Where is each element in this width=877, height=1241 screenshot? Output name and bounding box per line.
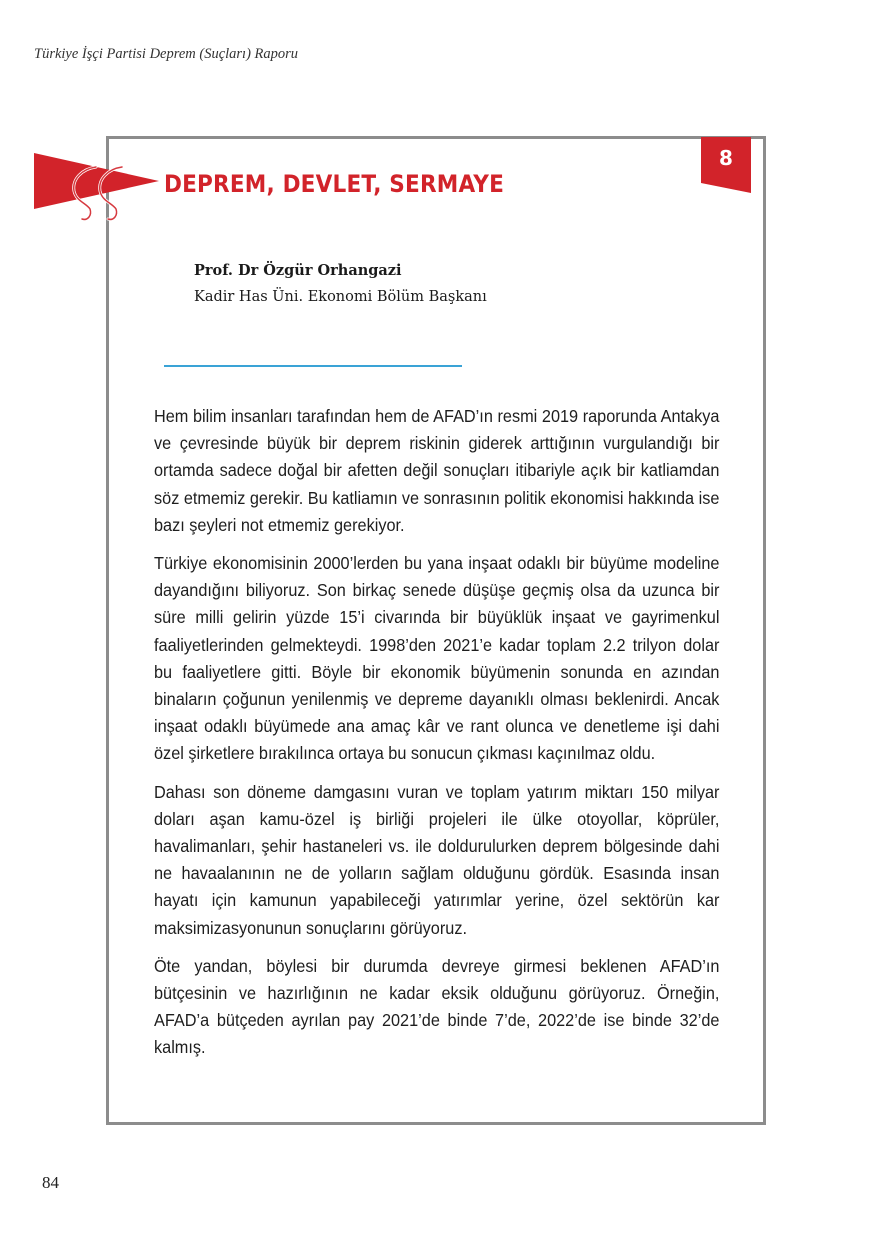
article-body bbox=[154, 403, 720, 1073]
author-block bbox=[194, 257, 487, 311]
author-affiliation: Kadir Has Üni. Ekonomi Bölüm Başkanı bbox=[194, 289, 487, 305]
author-name: Prof. Dr Özgür Orhangazi bbox=[194, 262, 402, 279]
chapter-title: DEPREM, DEVLET, SERMAYE bbox=[164, 170, 505, 198]
paragraph: Dahası son döneme damgasını vuran ve toplam yatırım miktarı 150 milyar doları aşan kamu-özel iş birliği projeleri ile ülke otoyollar, köprüler, havalimanları, şehir hastaneleri vs. ile doldurulurken deprem bölgesinde dahi ne havaalanının ne de yolların sağlam olduğunu gördük. Esasında insan hayatı için kamunun yapabileceği yatırımlar yerine, özel sektörün kar maksimizasyonunun sonuçlarını görüyoruz. bbox=[154, 781, 720, 938]
chapter-number: 8 bbox=[719, 146, 733, 170]
running-header: Türkiye İşçi Partisi Deprem (Suçları) Raporu bbox=[34, 46, 299, 62]
paragraph: Türkiye ekonomisinin 2000’lerden bu yana inşaat odaklı bir büyüme modeline dayandığını biliyoruz. Son birkaç senede düşüşe geçmiş olsa da uzunca bir süre milli gelirin yüzde 15’i civarında bir büyüklük inşaat ve gayrimenkul faaliyetlerinden gelmekteydi. 1998’den 2021’e kadar toplam 2.2 trilyon dolar bu faaliyetlere gitti. Böyle bir ekonomik büyümenin sonunda en azından binaların çoğunun yenilenmiş ve depreme dayanıklı olması beklenirdi. Ancak inşaat odaklı büyümede ana amaç kâr ve rant olunca ve denetleme işi dahi özel şirketlere bırakılınca ortaya bu sonucun çıkması kaçınılmaz oldu. bbox=[154, 553, 720, 764]
page-number: 84 bbox=[42, 1173, 59, 1192]
paragraph: Hem bilim insanları tarafından hem de AFAD’ın resmi 2019 raporunda Antakya ve çevresinde büyük bir deprem riskinin giderek arttığının vurgulandığı bir ortamda sadece doğal bir afetten değil sonuçları itibariyle açık bir katliamdan söz etmemiz gerekir. Bu katliamın ve sonrasının politik ekonomisi hakkında ise bazı şeyleri not etmemiz gerekiyor. bbox=[154, 406, 720, 535]
paragraph: Öte yandan, böylesi bir durumda devreye girmesi beklenen AFAD’ın bütçesinin ve hazırlığının ne kadar eksik olduğunu görüyoruz. Örneğin, AFAD’a bütçeden ayrılan pay 2021’de binde 7’de, 2022’de ise binde 32’de kalmış. bbox=[154, 955, 720, 1058]
divider-rule bbox=[164, 365, 462, 367]
red-pennant-flag-icon bbox=[34, 153, 159, 225]
